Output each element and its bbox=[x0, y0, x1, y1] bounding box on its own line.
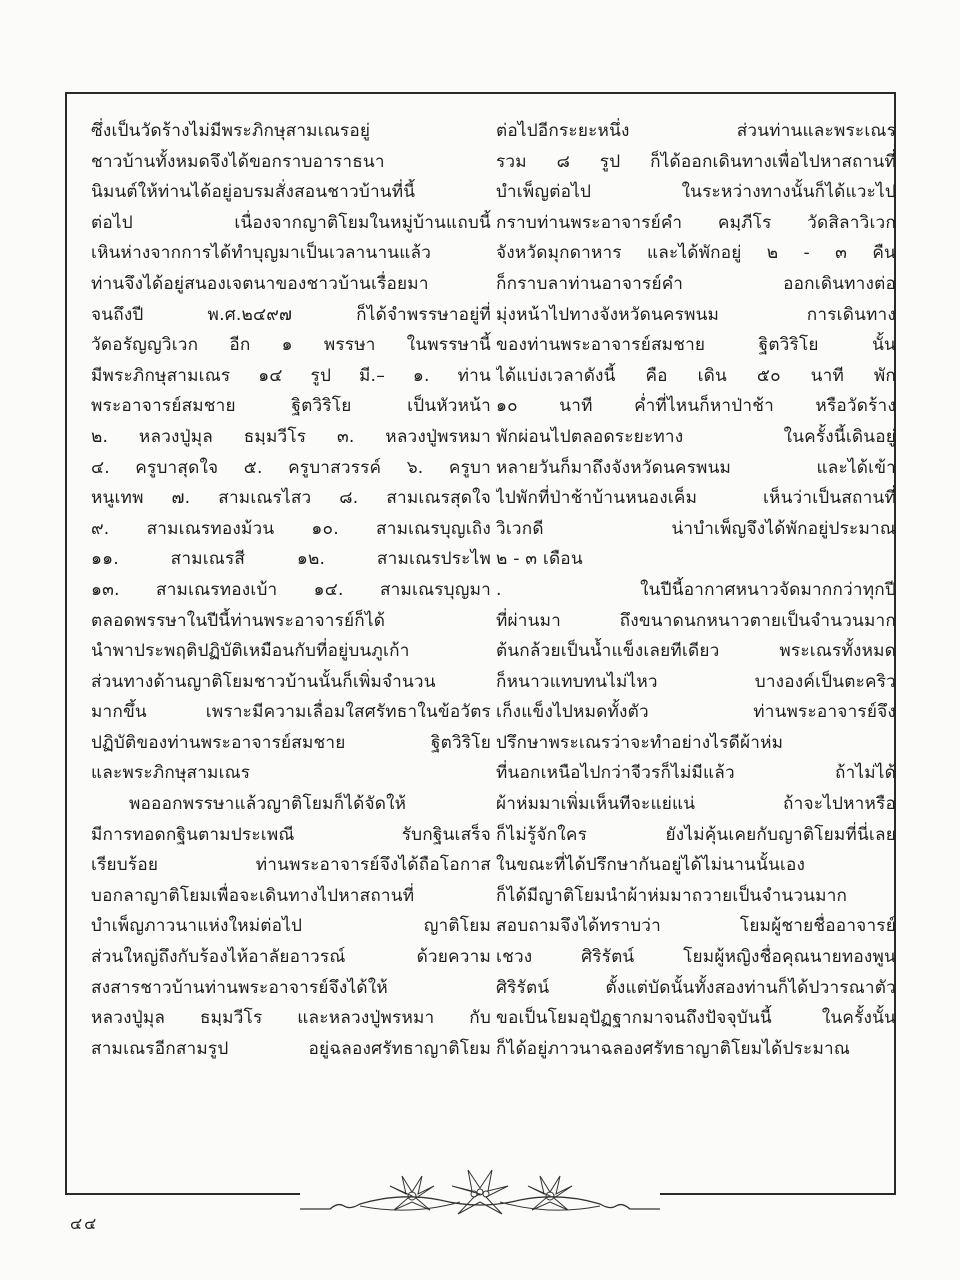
text-line: ต้นกล้วยเป็นน้ำแข็งเลยทีเดียว พระเณรทั้งหมด bbox=[496, 641, 896, 662]
text-line: ๒. หลวงปู่มุล ธมฺมวีโร ๓. หลวงปู่พรหมา bbox=[91, 426, 491, 447]
text-line: มีพระภิกษุสามเณร ๑๔ รูป มี.– ๑. ท่าน bbox=[91, 365, 491, 386]
text-line: ในขณะที่ได้ปรึกษากันอยู่ได้ไม่นานนั้นเอง bbox=[496, 855, 806, 876]
text-line: ท่านจึงได้อยู่สนองเจตนาของชาวบ้านเรื่อยมา bbox=[91, 273, 429, 294]
text-line: วัดอรัญญวิเวก อีก ๑ พรรษา ในพรรษานี้ bbox=[91, 335, 491, 356]
text-line: ตลอดพรรษาในปีนี้ท่านพระอาจารย์ก็ได้ bbox=[91, 610, 386, 631]
text-line: พระอาจารย์สมชาย ฐิตวิริโย เป็นหัวหน้า bbox=[91, 396, 491, 417]
text-line: ขอเป็นโยมอุปัฏฐากมาจนถึงปัจจุบันนี้ ในครั้งนั้น bbox=[496, 1008, 896, 1029]
text-line: หลวงปู่มุล ธมฺมวีโร และหลวงปู่พรหมา กับ bbox=[91, 1008, 491, 1029]
text-line: ๑๑. สามเณรสี ๑๒. สามเณรประไพ bbox=[91, 549, 491, 570]
text-line: ๑๓. สามเณรทองเบ้า ๑๔. สามเณรบุญมา bbox=[91, 579, 491, 600]
text-line: ที่ผ่านมา ถึงขนาดนกหนาวตายเป็นจำนวนมาก bbox=[496, 610, 896, 631]
text-line: ก็กราบลาท่านอาจารย์คำ ออกเดินทางต่อ bbox=[496, 273, 896, 294]
text-line: ก็หนาวแทบทนไม่ไหว บางองค์เป็นตะคริว bbox=[496, 671, 896, 692]
text-line: บอกลาญาติโยมเพื่อจะเดินทางไปหาสถานที่ bbox=[91, 885, 415, 906]
text-line: จังหวัดมุกดาหาร และได้พักอยู่ ๒ - ๓ คืน bbox=[496, 243, 896, 264]
text-line: บำเพ็ญภาวนาแห่งใหม่ต่อไป ญาติโยม bbox=[91, 916, 491, 937]
text-line: หลายวันก็มาถึงจังหวัดนครพนม และได้เข้า bbox=[496, 457, 896, 478]
text-line: เรียบร้อย ท่านพระอาจารย์จึงได้ถือโอกาส bbox=[91, 855, 491, 876]
text-line: พักผ่อนไปตลอดระยะทาง ในครั้งนี้เดินอยู่ bbox=[496, 426, 896, 447]
text-line: ส่วนทางด้านญาติโยมชาวบ้านนั้นก็เพิ่มจำนวน bbox=[91, 671, 436, 692]
text-line: ที่นอกเหนือไปกว่าจีวรก็ไม่มีแล้ว ถ้าไม่ได้ bbox=[496, 763, 896, 784]
floral-vine-ornament-icon bbox=[300, 1162, 660, 1222]
text-line: ปรึกษาพระเณรว่าจะทำอย่างไรดีผ้าห่ม bbox=[496, 732, 784, 753]
text-line: สงสารชาวบ้านท่านพระอาจารย์จึงได้ให้ bbox=[91, 977, 388, 998]
text-line: ของท่านพระอาจารย์สมชาย ฐิตวิริโย นั้น bbox=[496, 335, 896, 356]
page-number: ๔๔ bbox=[70, 1214, 99, 1233]
text-line: กราบท่านพระอาจารย์คำ คมฺภีโร วัดสิลาวิเวก bbox=[496, 212, 896, 233]
text-line: เชวง ศิริรัตน์ โยมผู้หญิงชื่อคุณนายทองพูน bbox=[496, 947, 896, 968]
text-line-paragraph-start: . ในปีนี้อากาศหนาวจัดมากกว่าทุกปี bbox=[496, 579, 896, 600]
text-line: ๙. สามเณรทองม้วน ๑๐. สามเณรบุญเถิง bbox=[91, 518, 491, 539]
text-line: ผ้าห่มมาเพิ่มเห็นทีจะแย่แน่ ถ้าจะไปหาหรือ bbox=[496, 794, 896, 815]
text-line: สอบถามจึงได้ทราบว่า โยมผู้ชายชื่ออาจารย์ bbox=[496, 916, 896, 937]
text-line: วิเวกดี น่าบำเพ็ญจึงได้พักอยู่ประมาณ bbox=[496, 518, 896, 539]
text-line: ก็ได้อยู่ภาวนาฉลองศรัทธาญาติโยมได้ประมาณ bbox=[496, 1038, 851, 1059]
text-line: ๒ - ๓ เดือน bbox=[496, 549, 583, 570]
text-line: ก็ได้มีญาติโยมนำผ้าห่มมาถวายเป็นจำนวนมาก bbox=[496, 885, 848, 906]
text-line: ส่วนใหญ่ถึงกับร้องไห้อาลัยอาวรณ์ ด้วยความ bbox=[91, 947, 491, 968]
text-line: มากขึ้น เพราะมีความเลื่อมใสศรัทธาในข้อวัตร bbox=[91, 702, 491, 723]
text-line: ก็ไม่รู้จักใคร ยังไม่คุ้นเคยกับญาติโยมที่นี่เลย bbox=[496, 824, 896, 845]
text-line: ๔. ครูบาสุดใจ ๕. ครูบาสวรรค์ ๖. ครูบา bbox=[91, 457, 491, 478]
text-line: เหินห่างจากการได้ทำบุญมาเป็นเวลานานแล้ว bbox=[91, 243, 432, 264]
left-column bbox=[91, 116, 491, 1064]
text-line: ไปพักที่ป่าช้าบ้านหนองเค็ม เห็นว่าเป็นสถานที่ bbox=[496, 488, 896, 509]
text-line: ซึ่งเป็นวัดร้างไม่มีพระภิกษุสามเณรอยู่ bbox=[91, 121, 371, 141]
right-column bbox=[496, 116, 896, 1064]
text-line: นำพาประพฤติปฏิบัติเหมือนกับที่อยู่บนภูเก้า bbox=[91, 641, 410, 662]
text-line: ชาวบ้านทั้งหมดจึงได้ขอกราบอาราธนา bbox=[91, 151, 385, 172]
text-line: ปฏิบัติของท่านพระอาจารย์สมชาย ฐิตวิริโย bbox=[91, 732, 491, 753]
text-line: ศิริรัตน์ ตั้งแต่บัดนั้นทั้งสองท่านก็ได้ปวารณาตัว bbox=[496, 977, 896, 998]
text-line: ได้แบ่งเวลาดังนี้ คือ เดิน ๕๐ นาที พัก bbox=[496, 365, 896, 386]
text-line: หนูเทพ ๗. สามเณรไสว ๘. สามเณรสุดใจ bbox=[91, 488, 491, 509]
text-line: ต่อไปอีกระยะหนึ่ง ส่วนท่านและพระเณร bbox=[496, 121, 896, 141]
text-line: ต่อไป เนื่องจากญาติโยมในหมู่บ้านแถบนี้ bbox=[91, 212, 491, 233]
text-line: นิมนต์ให้ท่านได้อยู่อบรมสั่งสอนชาวบ้านที่นี้ bbox=[91, 182, 416, 203]
text-line: มุ่งหน้าไปทางจังหวัดนครพนม การเดินทาง bbox=[496, 304, 896, 325]
text-line: มีการทอดกฐินตามประเพณี รับกฐินเสร็จ bbox=[91, 824, 491, 845]
text-line: บำเพ็ญต่อไป ในระหว่างทางนั้นก็ได้แวะไป bbox=[496, 182, 896, 203]
text-line: จนถึงปี พ.ศ.๒๔๙๗ ก็ได้จำพรรษาอยู่ที่ bbox=[91, 304, 491, 325]
text-line-paragraph-start: พอออกพรรษาแล้วญาติโยมก็ได้จัดให้ bbox=[129, 794, 407, 815]
text-line: และพระภิกษุสามเณร bbox=[91, 763, 251, 784]
text-line: เก็งแข็งไปหมดทั้งตัว ท่านพระอาจารย์จึง bbox=[496, 702, 896, 723]
text-line: รวม ๘ รูป ก็ได้ออกเดินทางเพื่อไปหาสถานที่ bbox=[496, 151, 896, 172]
text-line: สามเณรอีกสามรูป อยู่ฉลองศรัทธาญาติโยม bbox=[91, 1038, 491, 1059]
text-line: ๑๐ นาที ค่ำที่ไหนก็หาป่าช้า หรือวัดร้าง bbox=[496, 396, 896, 417]
